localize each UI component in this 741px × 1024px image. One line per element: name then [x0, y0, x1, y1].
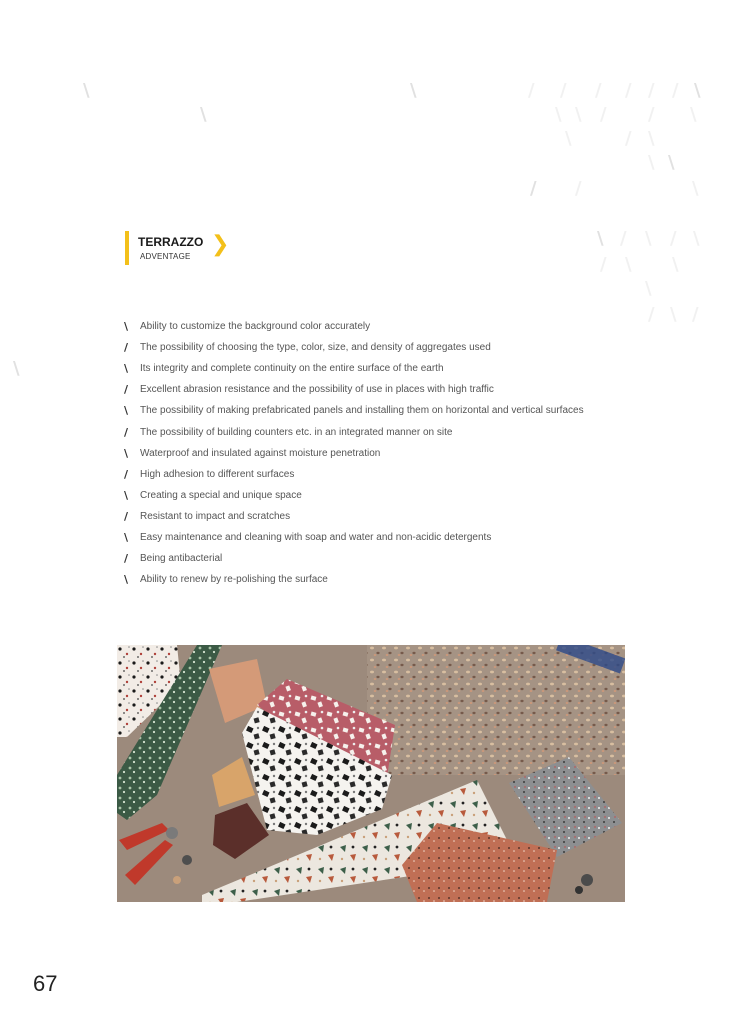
- list-item: [124, 379, 584, 400]
- back-slash-deco-icon: \: [694, 80, 701, 101]
- list-item-text: Excellent abrasion resistance and the possibility of use in places with high traffic: [140, 384, 494, 396]
- forward-slash-deco-icon: /: [595, 80, 602, 101]
- forward-slash-deco-icon: /: [528, 80, 535, 101]
- bullet-slash-icon: /: [124, 467, 129, 481]
- page-number: 67: [33, 971, 58, 996]
- accent-bar: [125, 231, 129, 265]
- back-slash-deco-icon: \: [672, 254, 679, 275]
- forward-slash-deco-icon: /: [575, 178, 582, 199]
- forward-slash-deco-icon: /: [625, 80, 632, 101]
- forward-slash-deco-icon: /: [600, 104, 607, 125]
- list-item: [124, 548, 584, 569]
- list-item: [124, 569, 584, 590]
- list-item: [124, 358, 584, 379]
- forward-slash-deco-icon: /: [648, 304, 655, 325]
- list-item-text: The possibility of building counters etc. in an integrated manner on site: [140, 426, 453, 438]
- list-item-text: Easy maintenance and cleaning with soap and water and non-acidic detergents: [140, 531, 492, 543]
- forward-slash-deco-icon: /: [560, 80, 567, 101]
- back-slash-deco-icon: \: [575, 104, 582, 125]
- list-item-text: Ability to customize the background color accurately: [140, 321, 371, 333]
- list-item-text: The possibility of making prefabricated panels and installing them on horizontal and vertical surfaces: [140, 405, 584, 417]
- list-item-text: Creating a special and unique space: [140, 489, 302, 501]
- chevron-right-icon: ❯: [211, 232, 230, 257]
- back-slash-deco-icon: \: [648, 128, 655, 149]
- forward-slash-deco-icon: /: [692, 304, 699, 325]
- bullet-slash-icon: \: [124, 320, 129, 334]
- list-item-text: Resistant to impact and scratches: [140, 510, 291, 522]
- back-slash-deco-icon: \: [648, 152, 655, 173]
- section-title: TERRAZZO: [138, 235, 204, 249]
- back-slash-deco-icon: \: [83, 80, 90, 101]
- forward-slash-deco-icon: /: [648, 80, 655, 101]
- list-item-text: The possibility of choosing the type, color, size, and density of aggregates used: [140, 342, 491, 354]
- back-slash-deco-icon: \: [200, 104, 207, 125]
- forward-slash-deco-icon: /: [620, 228, 627, 249]
- bullet-slash-icon: /: [124, 341, 129, 355]
- bullet-slash-icon: /: [124, 552, 129, 566]
- list-item: [124, 485, 584, 506]
- list-item-text: Ability to renew by re-polishing the surface: [140, 574, 328, 586]
- back-slash-deco-icon: \: [692, 178, 699, 199]
- bullet-slash-icon: /: [124, 383, 129, 397]
- feature-list: [124, 316, 584, 590]
- forward-slash-deco-icon: /: [670, 228, 677, 249]
- bullet-slash-icon: \: [124, 573, 129, 587]
- bullet-slash-icon: \: [124, 362, 129, 376]
- back-slash-deco-icon: \: [645, 228, 652, 249]
- list-item: [124, 464, 584, 485]
- bullet-slash-icon: \: [124, 446, 129, 460]
- list-item: [124, 400, 584, 421]
- forward-slash-deco-icon: /: [530, 178, 537, 199]
- list-item: [124, 316, 584, 337]
- list-item-text: Its integrity and complete continuity on the entire surface of the earth: [140, 363, 444, 375]
- back-slash-deco-icon: \: [555, 104, 562, 125]
- back-slash-deco-icon: \: [565, 128, 572, 149]
- bullet-slash-icon: \: [124, 530, 129, 544]
- back-slash-deco-icon: \: [410, 80, 417, 101]
- section-subtitle: ADVENTAGE: [140, 252, 191, 261]
- forward-slash-deco-icon: /: [672, 80, 679, 101]
- back-slash-deco-icon: \: [625, 254, 632, 275]
- forward-slash-deco-icon: /: [625, 128, 632, 149]
- back-slash-deco-icon: \: [13, 358, 20, 379]
- bullet-slash-icon: /: [124, 425, 129, 439]
- terrazzo-samples-photo: [117, 645, 625, 902]
- list-item: [124, 443, 584, 464]
- back-slash-deco-icon: \: [645, 278, 652, 299]
- back-slash-deco-icon: \: [690, 104, 697, 125]
- bullet-slash-icon: \: [124, 488, 129, 502]
- bullet-slash-icon: \: [124, 404, 129, 418]
- list-item: [124, 421, 584, 442]
- forward-slash-deco-icon: /: [648, 104, 655, 125]
- list-item-text: High adhesion to different surfaces: [140, 468, 295, 480]
- list-item: [124, 527, 584, 548]
- list-item-text: Waterproof and insulated against moisture penetration: [140, 447, 381, 459]
- list-item: [124, 506, 584, 527]
- back-slash-deco-icon: \: [597, 228, 604, 249]
- back-slash-deco-icon: \: [670, 304, 677, 325]
- bullet-slash-icon: /: [124, 509, 129, 523]
- back-slash-deco-icon: \: [668, 152, 675, 173]
- list-item: [124, 337, 584, 358]
- forward-slash-deco-icon: /: [600, 254, 607, 275]
- list-item-text: Being antibacterial: [140, 553, 223, 565]
- back-slash-deco-icon: \: [693, 228, 700, 249]
